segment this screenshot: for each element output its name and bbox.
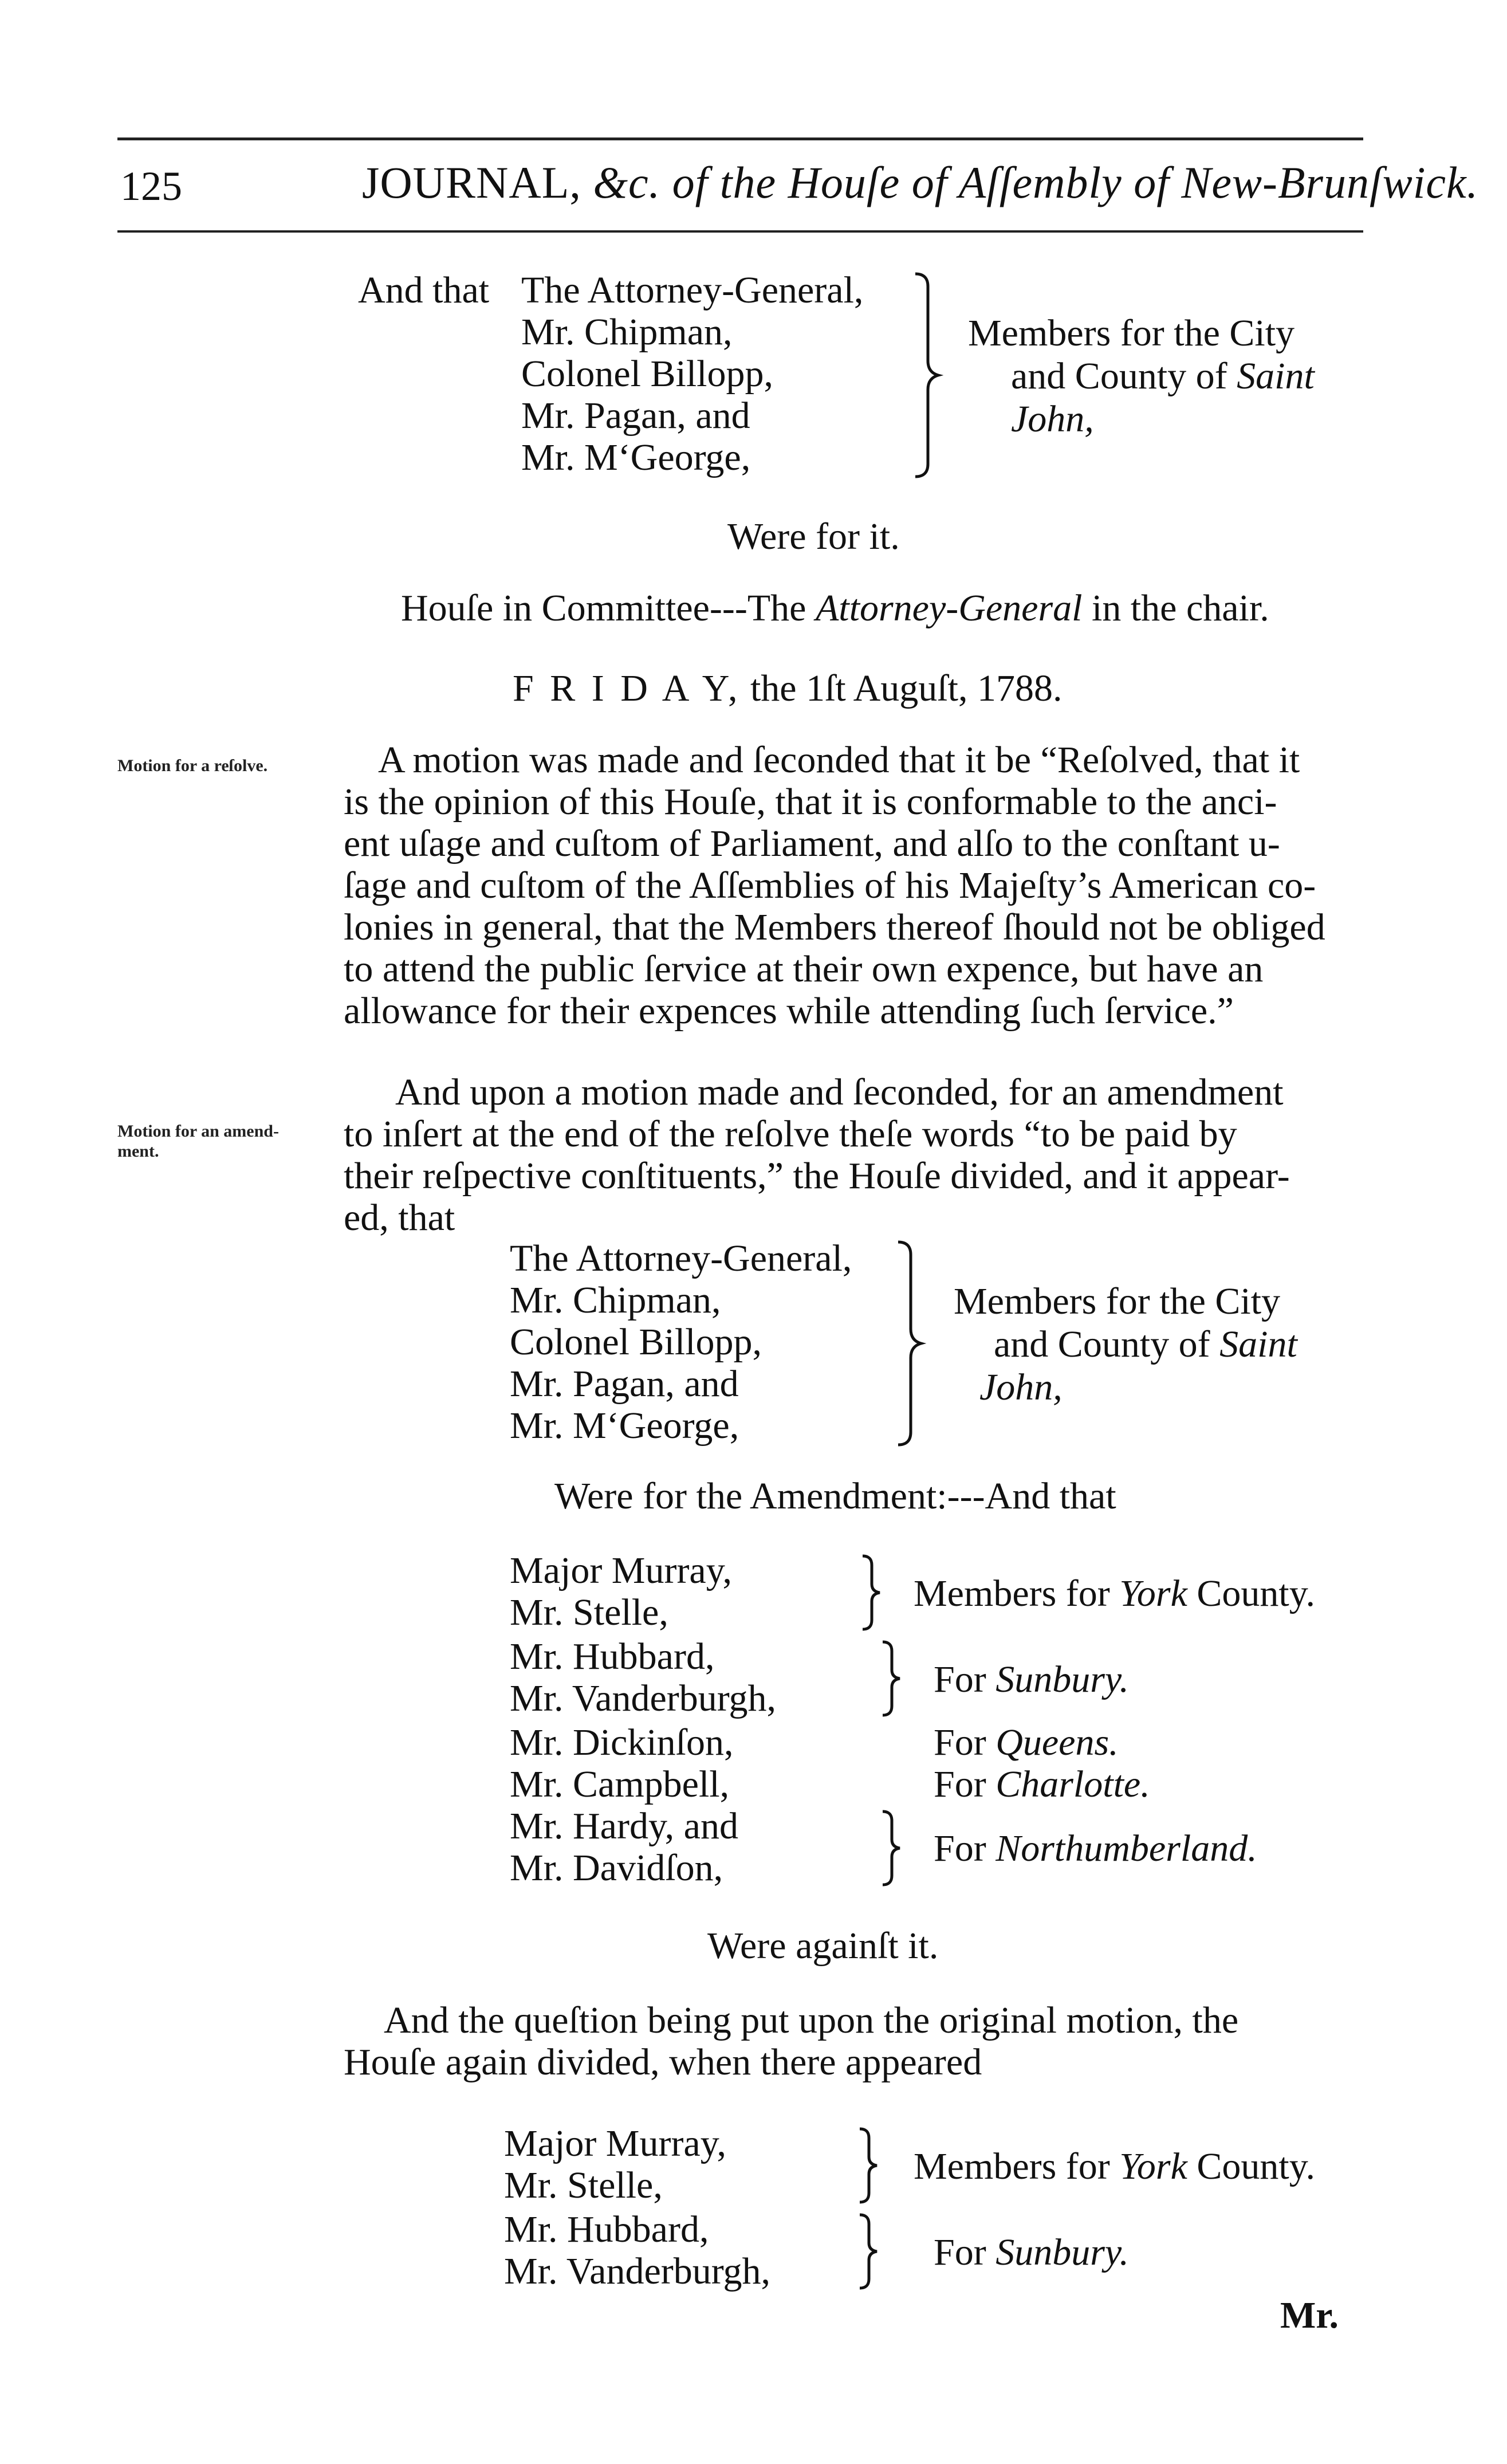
vote2-members-line1: Members for the City xyxy=(954,1280,1281,1322)
vote1-name: The Attorney-General, xyxy=(521,269,864,311)
vote3-sunbury-place: Sunbury. xyxy=(996,1659,1130,1700)
vote2-name: The Attorney-General, xyxy=(510,1237,852,1279)
vote4-york-post: County. xyxy=(1187,2145,1315,2187)
vote1-names xyxy=(521,269,863,478)
vote3-north-names xyxy=(510,1805,738,1889)
vote4-york-place: York xyxy=(1119,2145,1187,2187)
vote3-campbell: Mr. Campbell, xyxy=(510,1763,730,1805)
committee-chair: Attorney-General xyxy=(815,587,1083,629)
page-title xyxy=(362,158,1478,207)
vote1-members-line2 xyxy=(1011,355,1315,398)
amendment-line: to inſert at the end of the reſolve theſe words “to be paid by xyxy=(344,1113,1237,1155)
vote2-name: Colonel Billopp, xyxy=(510,1321,762,1363)
vote3-dickinson: Mr. Dickinſon, xyxy=(510,1722,734,1763)
vote3-york-place: York xyxy=(1119,1573,1187,1614)
committee-pre: Houſe in Committee---The xyxy=(401,587,816,629)
catchword: Mr. xyxy=(1280,2294,1339,2336)
vote3-york-pre: Members for xyxy=(914,1573,1120,1614)
vote2-result: Were for the Amendment:---And that xyxy=(554,1475,1116,1517)
question-paragraph xyxy=(344,1999,1238,2083)
motion-line: ent uſage and cuſtom of Parliament, and alſo to the conſtant u- xyxy=(344,823,1280,864)
vote4-york-pre: Members for xyxy=(914,2145,1120,2187)
vote3-name: Mr. Stelle, xyxy=(510,1591,668,1633)
vote3-sunbury-names xyxy=(510,1636,776,1719)
vote2-names xyxy=(510,1237,852,1447)
vote3-sunbury-brace xyxy=(879,1638,908,1719)
margin-note-amendment xyxy=(117,1122,279,1161)
page-number: 125 xyxy=(120,163,182,209)
margin-note-amendment-line1: Motion for an amend- xyxy=(117,1122,279,1141)
vote1-county-of: and County of xyxy=(1011,355,1237,397)
vote4-sunbury-pre: For xyxy=(934,2231,996,2273)
vote3-result: Were againſt it. xyxy=(707,1925,939,1967)
amendment-paragraph xyxy=(344,1071,1290,1239)
vote4-york-brace xyxy=(856,2125,885,2206)
vote3-charlotte-label xyxy=(934,1763,1150,1806)
motion-line: allowance for their expences while attending ſuch ſervice.” xyxy=(344,990,1234,1032)
header-bottom-rule xyxy=(117,230,1363,233)
vote3-queens-pre: For xyxy=(934,1722,996,1763)
title-of-house: of the Houſe of xyxy=(660,158,959,207)
date-line xyxy=(513,667,1062,710)
vote1-members-line1: Members for the City xyxy=(968,312,1295,354)
question-line: And the queſtion being put upon the original motion, the xyxy=(384,1999,1239,2041)
vote1-name: Mr. Pagan, and xyxy=(521,395,750,437)
vote1-brace xyxy=(911,269,945,481)
vote2-members-line2 xyxy=(994,1323,1297,1366)
vote4-name: Major Murray, xyxy=(504,2123,726,2164)
vote4-name: Mr. Stelle, xyxy=(504,2164,663,2206)
vote2-county-of: and County of xyxy=(994,1323,1220,1365)
vote3-york-brace xyxy=(859,1553,888,1633)
vote3-york-members xyxy=(914,1573,1315,1615)
vote3-queens-label xyxy=(934,1722,1119,1764)
vote3-charlotte-pre: For xyxy=(934,1763,996,1805)
margin-note-resolve: Motion for a reſolve. xyxy=(117,756,268,775)
vote4-sunbury-names xyxy=(504,2208,770,2292)
vote3-north-label xyxy=(934,1828,1257,1870)
vote3-name: Mr. Vanderburgh, xyxy=(510,1677,777,1719)
vote3-north-pre: For xyxy=(934,1828,996,1869)
vote1-place-saint: Saint xyxy=(1237,355,1315,397)
amendment-line: And upon a motion made and ſeconded, for an amendment xyxy=(395,1071,1284,1113)
committee-post: in the chair. xyxy=(1082,587,1269,629)
vote3-sunbury-label xyxy=(934,1659,1129,1701)
motion-line: lonies in general, that the Members thereof ſhould not be obliged xyxy=(344,906,1325,948)
motion-paragraph xyxy=(344,739,1325,1032)
vote1-lead: And that xyxy=(358,269,490,311)
vote4-york-names xyxy=(504,2123,726,2206)
vote4-sunbury-place: Sunbury. xyxy=(996,2231,1130,2273)
vote4-sunbury-brace xyxy=(856,2211,885,2292)
motion-line: ſage and cuſtom of the Aſſemblies of his Majeſty’s American co- xyxy=(344,864,1316,906)
vote2-name: Mr. Pagan, and xyxy=(510,1363,739,1405)
vote1-name: Mr. M‘George, xyxy=(521,437,751,478)
motion-line: A motion was made and ſeconded that it be “Reſolved, that it xyxy=(378,739,1300,781)
vote2-name: Mr. Chipman, xyxy=(510,1279,721,1321)
vote4-name: Mr. Vanderburgh, xyxy=(504,2250,771,2292)
vote3-name: Mr. Davidſon, xyxy=(510,1847,723,1889)
title-assembly: Aſſembly xyxy=(958,158,1122,207)
motion-line: to attend the public ſervice at their own expence, but have an xyxy=(344,948,1264,990)
vote3-queens-place: Queens. xyxy=(996,1722,1119,1763)
margin-note-amendment-line2: ment. xyxy=(117,1141,159,1161)
vote3-name: Major Murray, xyxy=(510,1550,732,1591)
vote2-place-saint: Saint xyxy=(1219,1323,1297,1365)
amendment-line: their reſpective conſtituents,” the Houſe divided, and it appear- xyxy=(344,1155,1290,1197)
amendment-line: ed, that xyxy=(344,1197,455,1239)
vote1-place-john: John, xyxy=(1011,398,1094,440)
vote3-york-names xyxy=(510,1550,732,1633)
vote2-name: Mr. M‘George, xyxy=(510,1405,739,1447)
title-etc: &c. xyxy=(593,158,661,207)
vote1-name: Colonel Billopp, xyxy=(521,353,774,395)
vote3-charlotte-place: Charlotte. xyxy=(996,1763,1150,1805)
vote2-brace xyxy=(894,1237,928,1449)
committee-line xyxy=(401,587,1269,630)
title-journal: JOURNAL, xyxy=(362,158,593,207)
vote4-name: Mr. Hubbard, xyxy=(504,2208,709,2250)
vote4-sunbury-label xyxy=(934,2231,1129,2274)
vote3-north-place: Northumberland. xyxy=(996,1828,1257,1869)
vote4-york-members xyxy=(914,2145,1315,2188)
vote2-place-john: John, xyxy=(979,1366,1063,1408)
vote3-york-post: County. xyxy=(1187,1573,1315,1614)
vote3-north-brace xyxy=(879,1808,908,1888)
title-new-brunswick: of New-Brunſwick. xyxy=(1122,158,1479,207)
question-line: Houſe again divided, when there appeared xyxy=(344,2041,982,2083)
header-top-rule xyxy=(117,137,1363,140)
vote1-result: Were for it. xyxy=(727,516,900,557)
vote3-name: Mr. Hubbard, xyxy=(510,1636,715,1677)
motion-line: is the opinion of this Houſe, that it is conformable to the anci- xyxy=(344,781,1277,823)
vote3-sunbury-pre: For xyxy=(934,1659,996,1700)
date-rest: the 1ſt Auguſt, 1788. xyxy=(741,667,1063,709)
vote1-name: Mr. Chipman, xyxy=(521,311,733,353)
vote3-name: Mr. Hardy, and xyxy=(510,1805,738,1847)
date-day: F R I D A Y, xyxy=(513,667,741,709)
